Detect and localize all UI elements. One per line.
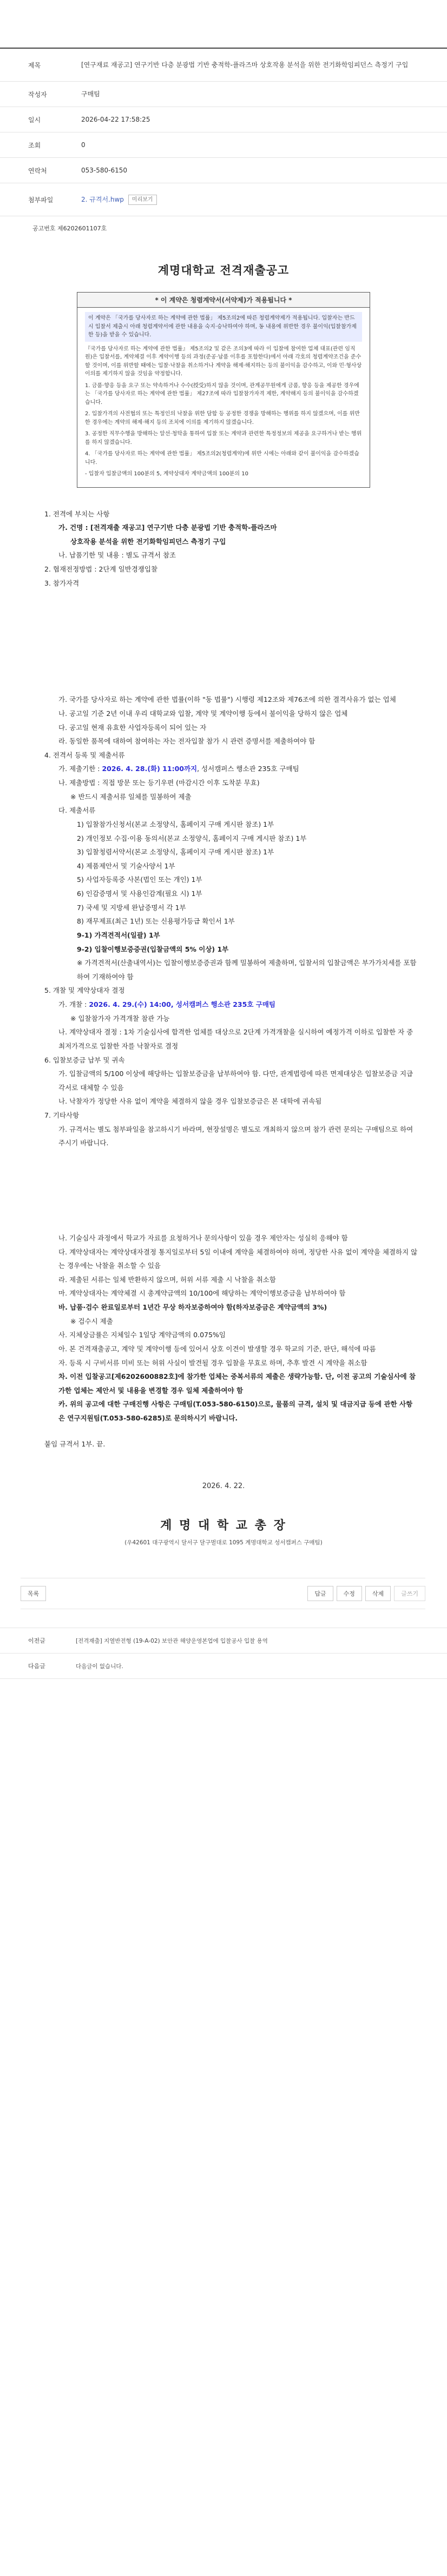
document-item: 7) 국세 및 지방세 완납증명서 각 1부 <box>77 903 186 912</box>
section-item: 나. 납품기한 및 내용 : 별도 규격서 참조 <box>58 551 176 560</box>
section-heading: 3. 참가자격 <box>44 579 80 587</box>
section-item: 카. 위의 공고에 대한 구매진행 사항은 구매팀(T.053-580-6150)으로, 물품의 규격, 설치 및 대금지급 등에 관한 사항은 연구지원팀(T.053-580-6285)로 문의하시기 바랍니다. <box>58 1400 413 1422</box>
section-item: 라. 동일한 품목에 대하여 참여하는 자는 전자입찰 참가 시 관련 증명서를 제출하여야 함 <box>58 737 315 746</box>
section-note: ※ 가격견적서(산출내역서)는 입찰이행보증증권과 함께 밀봉하여 제출하며, 입찰서의 입찰금액은 부가가치세를 포함하여 기재하여야 함 <box>77 959 417 981</box>
announcement-address: (우42601 대구광역시 달서구 달구벌대로 1095 계명대학교 성서캠퍼스 구매팀) <box>124 1539 323 1546</box>
opening-prefix: 가. 개찰 : <box>58 1000 89 1008</box>
post-author: 구매팀 <box>81 90 100 98</box>
post-info-table <box>0 48 447 216</box>
post-content <box>0 224 447 1546</box>
section-heading: 1. 전격에 부치는 사항 <box>44 509 110 518</box>
info-label: 첨부파일 <box>28 196 54 204</box>
next-post-label: 다음글 <box>28 1663 45 1670</box>
edit-button[interactable]: 수정 <box>337 1586 362 1601</box>
document-item: 2) 개인정보 수집·이용 동의서(본교 소정양식, 홈페이지 구매 게시판 참조) 1부 <box>77 834 307 842</box>
section-item: 나. 기술심사 과정에서 학교가 자료를 요청하거나 문의사항이 있을 경우 제안자는 성실히 응해야 함 <box>58 1233 348 1242</box>
notice-highlight: 이 계약은 「국가를 당사자로 하는 계약에 관한 법률」 제5조의2에 따른 청렴계약제가 적용됩니다. 입찰자는 반드시 입찰서 제출시 아래 청렴계약서에 관한 내용을 숙지·승낙하여야 하며, 동 내용에 위반한 경우 불이익(입찰참가제한 등)을 받을 수 있습니다. <box>85 312 362 342</box>
delete-button[interactable]: 삭제 <box>365 1586 391 1601</box>
section-item: 다. 제출서류 <box>58 806 96 815</box>
notice-paragraph: 4. 「국가를 당사자로 하는 계약에 관한 법률」 제5조의2(청렴계약)에 위반 시에는 아래와 같이 불이익을 감수하겠습니다. <box>85 451 359 466</box>
deadline-place: , 성서캠퍼스 행소관 235호 구매팀 <box>197 765 299 773</box>
section-heading: 7. 기타사항 <box>44 1111 80 1119</box>
info-row-author <box>0 82 447 107</box>
section-item: 라. 제출된 서류는 일체 반환하지 않으며, 허위 서류 제출 시 낙찰을 취소함 <box>58 1275 276 1284</box>
post-contact: 053-580-6150 <box>81 167 128 174</box>
notice-paragraph: 3. 공정한 직무수행을 방해하는 알선·청탁을 통하여 입찰 또는 계약과 관련한 특정정보의 제공을 요구하거나 받는 행위를 하지 않겠습니다. <box>85 431 362 446</box>
section-heading: 2. 협재전정방법 : 2단계 일반경쟁입찰 <box>44 565 158 573</box>
section-note: ※ 입찰참가자 가격개찰 참관 가능 <box>70 1014 170 1023</box>
notice-number: 공고번호 제6202601107호 <box>32 225 107 232</box>
prev-post-link[interactable]: [전격재출] 지열반전형 (19-A-02) 보안관 해양운영본업에 입찰공사 입찰 용역 <box>76 1637 268 1644</box>
section-heading: 5. 개찰 및 계약상대자 결정 <box>44 986 125 995</box>
section-item: 가. 입찰금액의 5/100 이상에 해당하는 입찰보증금을 납부하여야 함. 다만, 관계법령에 따른 면제대상은 입찰보증금 지급각서로 대체할 수 있음 <box>58 1070 413 1092</box>
section-item: 나. 공고일 기준 2년 이내 우리 대학교와 입찰, 계약 및 계약이행 등에서 불이익을 당하지 않은 업체 <box>58 709 348 718</box>
deadline-date: 2026. 4. 28.(화) 11:00까지 <box>102 765 198 773</box>
section-heading: 6. 입찰보증금 납부 및 귀속 <box>44 1055 125 1064</box>
attachment-note: 붙임 규격서 1부. 끝. <box>44 1439 106 1448</box>
document-item: 8) 재무제표(최근 1년) 또는 신용평가등급 확인서 1부 <box>77 917 235 926</box>
page <box>0 48 447 1679</box>
opening-line <box>44 998 419 1012</box>
info-label: 연락처 <box>28 167 47 175</box>
document-title: 계명대학교 전격재출공고 <box>157 264 290 277</box>
notice-paragraph: 『국가를 당사자로 하는 계약에 관한 법률』 제5조의2 및 같은 조의3에 따라 이 입찰에 참여한 업체 대표(관련 임직원)은 입찰서를, 계약체결 이후 계약이행 등의 과정(준공·납품 이후를 포함한다)에서 아래 각호의 청렴계약조건을 준수할 것이며, 이를 위반할 때에는 입찰·낙찰을 취소하거나 계약을 해제·해지하는 등의 불이익을 감수하고, 이와 민·형사상 이의를 제기하지 않을 것임을 약정합니다. <box>85 346 362 377</box>
notice-paragraph: 2. 입찰가격의 사전협의 또는 특정인의 낙찰을 위한 담합 등 공정한 경쟁을 방해하는 행위를 하지 않겠으며, 이를 위반한 경우에는 계약의 해제·해지 등의 조치에 이의를 제기하지 않겠습니다. <box>85 411 360 426</box>
info-row-contact <box>0 158 447 183</box>
info-row-attachment <box>0 183 447 216</box>
section-item: 나. 계약상대자 결정 : 1차 기술심사에 합격한 업체를 대상으로 2단계 가격개찰을 실시하여 예정가격 이하로 입찰한 자 중 최저가격으로 입찰한 자를 낙찰자로 결정 <box>58 1028 413 1050</box>
attachment-link[interactable]: 2. 규격서.hwp <box>81 196 124 203</box>
next-post-row <box>0 1654 447 1679</box>
section-item: 차. 이전 입찰공고[제6202600882호]에 참가한 업체는 중복서류의 제출은 생략가능함. 단, 이전 공고의 기술심사에 참가한 업체는 제안서 및 내용을 변경할 경우 일체 제출하여야 함 <box>58 1372 416 1395</box>
post-views: 0 <box>81 141 86 149</box>
integrity-notice-box <box>77 292 370 488</box>
info-label: 조회 <box>28 141 41 149</box>
announcement-body <box>44 495 419 1451</box>
notice-paragraph: - 입찰자 입찰금액의 100분의 5, 계약상대자 계약금액의 100분의 10 <box>85 471 248 477</box>
document-item: 6) 인감증명서 및 사용인감계(필요 시) 1부 <box>77 889 202 898</box>
attachment-cell <box>81 183 447 216</box>
section-item: 마. 계약상대자는 계약체결 시 총계약금액의 10/100에 해당하는 계약이행보증금을 납부하여야 함 <box>58 1289 346 1298</box>
post-title: [연구재료 재공고] 연구기반 다층 분광법 기반 충적학-플라즈마 상호작용 분석을 위한 전기화학임피던스 측정기 구입 <box>81 61 409 69</box>
info-row-title <box>0 49 447 82</box>
notice-box-title: * 이 계약은 청렴계약서(서약제)가 적용됩니다 * <box>77 293 370 308</box>
list-button[interactable]: 목록 <box>21 1586 46 1601</box>
document-item: 3) 입찰청렴서약서(본교 소정양식, 홈페이지 구매 게시판 참조) 1부 <box>77 848 274 857</box>
section-item: 가. 국가를 당사자로 하는 계약에 관한 법률(이하 "동 법률") 시행령 제12조와 제76조에 의한 결격사유가 없는 업체 <box>58 695 396 704</box>
document-item: 9-2) 입찰이행보증증권(입찰금액의 5% 이상) 1부 <box>77 945 229 953</box>
opening-date: 2026. 4. 29.(수) 14:00, 성서캠퍼스 행소관 235호 구매팀 <box>89 1000 275 1008</box>
notice-box-body <box>77 308 370 487</box>
announcement-date: 2026. 4. 22. <box>202 1482 245 1491</box>
document-item: 9-1) 가격견적서(일괄) 1부 <box>77 931 160 939</box>
prev-post-row[interactable] <box>0 1628 447 1654</box>
section-item: 나. 낙찰자가 정당한 사유 없이 계약을 체결하지 않을 경우 입찰보증금은 본 대학에 귀속됨 <box>58 1097 322 1106</box>
section-item: 가. 규격서는 별도 첨부파일을 참고하시기 바라며, 현장설명은 별도로 개최하지 않으며 참가 관련 문의는 구매팀으로 하여 주시기 바랍니다. <box>58 1125 413 1147</box>
post-navigation <box>0 1628 447 1679</box>
post-action-bar <box>21 1578 425 1609</box>
section-item: 사. 지체상금률은 지체일수 1일당 계약금액의 0.075%임 <box>58 1331 226 1339</box>
section-item: 다. 계약상대자는 계약상대자결정 통지일로부터 5일 이내에 계약을 체결하여야 하며, 정당한 사유 없이 계약을 체결하지 않는 경우에는 낙찰을 취소할 수 있음 <box>58 1247 418 1270</box>
section-item: 바. 납품·검수 완료일로부터 1년간 무상 하자보증하여야 함(하자보증금은 계약금액의 3%) <box>58 1303 327 1311</box>
document-item: 4) 제품제안서 및 기술사양서 1부 <box>77 861 175 870</box>
info-label: 일시 <box>28 116 41 124</box>
document-item: 1) 입찰참가신청서(본교 소정양식, 홈페이지 구매 게시판 참조) 1부 <box>77 820 274 828</box>
announcement-signature: 계 명 대 학 교 총 장 <box>160 1519 287 1533</box>
deadline-line <box>44 762 419 776</box>
deadline-prefix: 가. 제출기한 : <box>58 765 102 773</box>
info-label: 제목 <box>28 61 41 69</box>
section-item: 상호작용 분석을 위한 전기화학임피던스 측정기 구입 <box>70 537 226 546</box>
section-item: 가. 건명 : [전격재출 재공고] 연구기반 다층 분광법 기반 충적학-플라즈마 <box>58 523 277 532</box>
preview-button[interactable]: 미리보기 <box>128 195 157 205</box>
info-row-date <box>0 107 447 132</box>
info-row-views <box>0 132 447 158</box>
info-label: 작성자 <box>28 90 47 98</box>
prev-post-label: 이전글 <box>28 1637 45 1645</box>
post-date: 2026-04-22 17:58:25 <box>81 116 150 123</box>
section-note: ※ 검수시 제출 <box>70 1317 113 1325</box>
document-item: 5) 사업자등록증 사본(법인 또는 개인) 1부 <box>77 875 202 884</box>
section-heading: 4. 전격서 등록 및 제출서류 <box>44 751 125 759</box>
write-button[interactable]: 글쓰기 <box>394 1586 425 1601</box>
section-item: 나. 제출방법 : 직접 방문 또는 등기우편 (마감시간 이후 도착분 무효) <box>58 779 260 787</box>
next-post-empty: 다음글이 없습니다. <box>76 1663 123 1670</box>
notice-paragraph: 1. 금품·향응 등을 요구 또는 약속하거나 수수(授受)하지 않을 것이며, 관계공무원에게 금품, 향응 등을 제공한 경우에는 「국가를 당사자로 하는 계약에 관한 법률」 제27조에 따라 입찰참가자격 제한, 계약해지 등의 불이익을 감수하겠습니다. <box>85 382 359 406</box>
reply-button[interactable]: 답글 <box>307 1586 333 1601</box>
section-note: ※ 반드시 제출서류 일체를 밀봉하여 제출 <box>70 792 192 801</box>
section-item: 다. 공고일 현재 유효한 사업자등록이 되어 있는 자 <box>58 723 207 732</box>
section-item: 아. 본 건격재출공고, 계약 및 계약이행 등에 있어서 상호 이견이 발생할 경우 학교의 기준, 판단, 해석에 따름 <box>58 1344 376 1353</box>
section-item: 자. 등록 시 구비서류 미비 또는 허위 사실이 발견될 경우 입찰을 무효로 하며, 추후 발견 시 계약을 취소함 <box>58 1358 367 1367</box>
